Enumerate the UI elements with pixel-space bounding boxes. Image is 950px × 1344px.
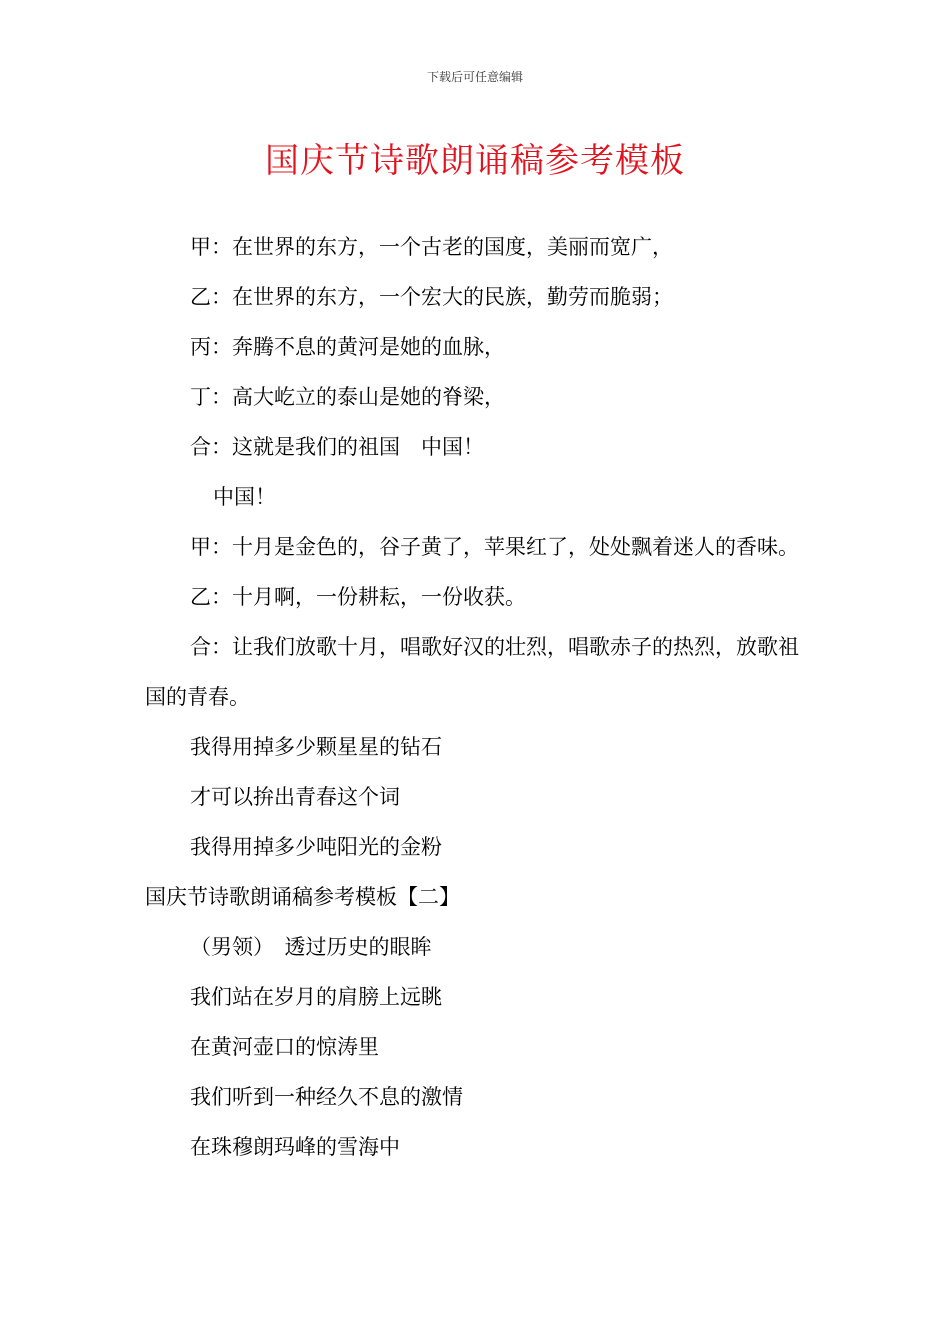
paragraph: 才可以拚出青春这个词 xyxy=(190,785,400,809)
header-note: 下载后可任意编辑 xyxy=(426,70,523,84)
document-title: 国庆节诗歌朗诵稿参考模板 xyxy=(265,141,685,181)
paragraph: 在珠穆朗玛峰的雪海中 xyxy=(190,1135,400,1159)
paragraph: 国庆节诗歌朗诵稿参考模板【二】 xyxy=(145,885,460,909)
paragraph: 丙：奔腾不息的黄河是她的血脉， xyxy=(190,335,505,359)
paragraph: 在黄河壶口的惊涛里 xyxy=(190,1035,379,1059)
paragraph: 我得用掉多少吨阳光的金粉 xyxy=(190,835,442,859)
paragraph: 乙：在世界的东方，一个宏大的民族，勤劳而脆弱； xyxy=(190,285,673,309)
paragraph: 甲：在世界的东方，一个古老的国度，美丽而宽广， xyxy=(190,235,673,259)
paragraph: 乙：十月啊，一份耕耘，一份收获。 xyxy=(190,585,526,609)
paragraph: 我们站在岁月的肩膀上远眺 xyxy=(190,985,442,1009)
paragraph: 合：这就是我们的祖国 中国！ xyxy=(190,435,484,459)
paragraph: （男领） 透过历史的眼眸 xyxy=(190,935,432,959)
paragraph: 合：让我们放歌十月，唱歌好汉的壮烈，唱歌赤子的热烈，放歌祖国的青春。 xyxy=(145,635,799,709)
paragraph: 甲：十月是金色的，谷子黄了，苹果红了，处处飘着迷人的香味。 xyxy=(190,535,799,559)
paragraph: 我得用掉多少颗星星的钻石 xyxy=(190,735,442,759)
paragraph: 丁：高大屹立的泰山是她的脊梁， xyxy=(190,385,505,409)
paragraph: 我们听到一种经久不息的激情 xyxy=(190,1085,463,1109)
document-body xyxy=(145,222,805,1172)
paragraph: 中国！ xyxy=(213,485,276,509)
